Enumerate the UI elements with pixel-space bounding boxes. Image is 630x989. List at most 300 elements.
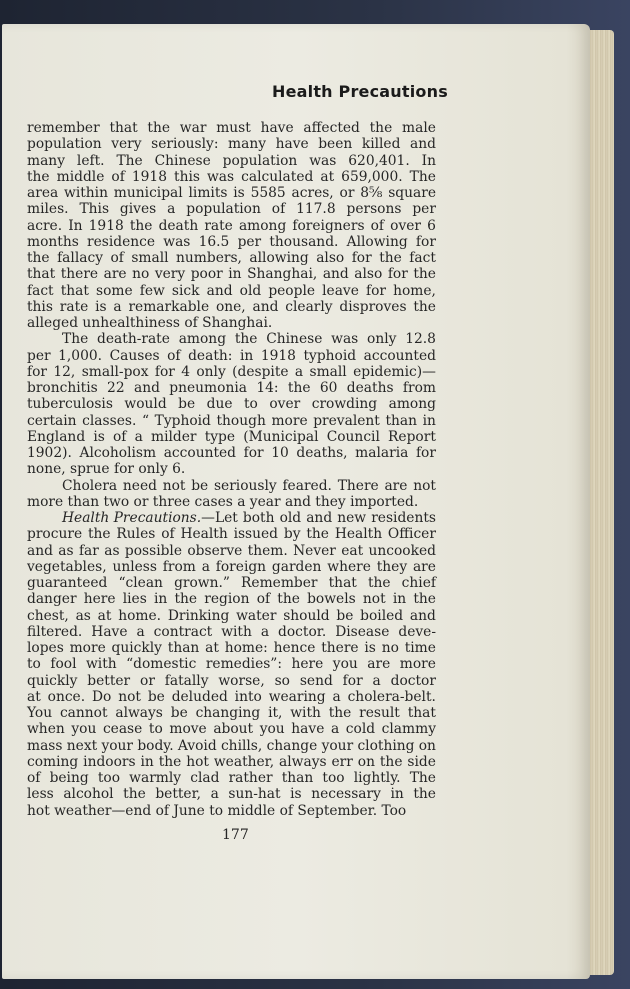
word: that <box>109 120 138 136</box>
line-text: alleged unhealthiness of Shanghai. <box>27 315 273 331</box>
word: hence <box>273 640 316 656</box>
word: and <box>27 542 53 559</box>
word: by <box>283 526 301 543</box>
word: feared. <box>282 477 332 494</box>
word: not <box>413 477 436 494</box>
word: clearly <box>285 298 333 315</box>
word: the <box>174 591 198 608</box>
word: affected <box>303 120 360 136</box>
text-line <box>27 624 436 640</box>
word: (Municipal <box>243 428 319 445</box>
word: err <box>331 753 353 770</box>
word: too <box>322 770 345 786</box>
word: bronchitis <box>27 380 98 396</box>
word: chills, <box>220 737 263 754</box>
word: boiled <box>360 607 404 624</box>
word: In <box>421 152 436 169</box>
word: and <box>206 282 233 299</box>
text-line <box>27 315 436 331</box>
word: too <box>97 770 121 786</box>
word: of <box>370 217 385 234</box>
word: war <box>179 120 207 136</box>
word: have <box>260 120 294 136</box>
word: was <box>163 233 191 250</box>
word: 4 <box>181 363 190 380</box>
word: Alcoholism <box>79 445 157 461</box>
word: cannot <box>59 705 108 721</box>
word: cease <box>102 721 143 738</box>
word: Cholera <box>62 477 118 494</box>
word: of <box>111 168 125 185</box>
word: worse, <box>218 672 265 689</box>
text-line <box>27 705 436 721</box>
word: with <box>290 705 321 721</box>
word: be <box>170 705 188 721</box>
word: from <box>162 558 196 575</box>
word: change <box>266 737 318 754</box>
word: disproves <box>339 298 407 315</box>
word: a <box>260 623 270 640</box>
word: there <box>60 266 99 283</box>
word: is <box>95 298 107 315</box>
text-line <box>27 608 436 624</box>
word: far <box>78 542 99 559</box>
word: are <box>367 656 391 673</box>
word: 1902). <box>27 445 72 461</box>
word: per <box>412 201 436 218</box>
word: on <box>418 737 436 754</box>
word: rate <box>59 298 89 315</box>
text-line <box>27 575 436 591</box>
word: the <box>379 250 402 266</box>
word: epidemic)— <box>353 363 436 380</box>
word: when <box>27 721 65 738</box>
word: the <box>27 168 50 185</box>
word: and <box>252 298 279 315</box>
word: quickly <box>27 672 78 689</box>
word: no <box>381 640 399 656</box>
word: male <box>402 120 436 136</box>
word: fool <box>50 656 77 673</box>
word: also <box>354 266 383 283</box>
word: very <box>154 266 186 283</box>
word: 1918 <box>131 168 167 185</box>
word: per <box>27 347 51 364</box>
word: necessary <box>311 786 381 803</box>
word: in <box>228 266 242 283</box>
word: in <box>239 347 254 364</box>
text-line <box>27 331 436 347</box>
word: this <box>174 168 200 185</box>
word: Officer <box>387 526 436 543</box>
word: acre. <box>27 217 63 234</box>
word: deluded <box>171 688 228 705</box>
text-line <box>27 754 436 770</box>
word: weather, <box>213 753 275 770</box>
word: be <box>191 477 209 494</box>
line-text: more than two or three cases a year and they imported. <box>27 493 419 510</box>
line-text: hot weather—end of June to middle of September. Too <box>27 802 407 819</box>
text-line <box>27 689 436 705</box>
word: acres, <box>291 185 334 201</box>
word: months <box>27 233 79 250</box>
text-line <box>27 136 436 152</box>
word: region <box>204 591 250 608</box>
word: are <box>412 558 436 575</box>
word: not <box>362 591 386 608</box>
word: the <box>367 575 391 591</box>
word: over <box>390 217 422 234</box>
word: as <box>104 542 120 559</box>
word: new <box>337 510 367 526</box>
word: time <box>404 640 436 656</box>
word: lies <box>122 591 147 608</box>
word: body. <box>137 737 174 754</box>
word: clad <box>190 770 220 786</box>
word: for <box>243 445 264 461</box>
word: of <box>161 526 175 543</box>
word: among <box>238 217 287 234</box>
word: rate <box>204 217 233 234</box>
word: foreign <box>215 558 267 575</box>
word: than <box>167 640 200 656</box>
word: the <box>306 526 329 543</box>
word: allowing <box>249 250 309 266</box>
word: sun-hat <box>228 786 281 803</box>
word: less <box>27 786 54 803</box>
word: leave <box>322 282 359 299</box>
word: per <box>237 233 262 250</box>
word: in <box>390 786 404 803</box>
word: have <box>291 721 325 738</box>
word: “clean <box>118 575 163 591</box>
word: 16.5 <box>198 233 230 250</box>
word: move <box>169 721 207 738</box>
word: Avoid <box>177 737 217 754</box>
word: are <box>103 266 127 283</box>
word: few <box>139 282 165 299</box>
text-line <box>27 348 436 364</box>
word: classes. <box>82 412 137 429</box>
word: have <box>275 136 309 153</box>
text-line <box>27 169 436 185</box>
word: death: <box>188 347 233 364</box>
text-line <box>27 120 436 136</box>
word: home. <box>118 607 162 624</box>
text-line <box>27 364 436 380</box>
word: population <box>186 201 261 218</box>
word: milder <box>151 428 197 445</box>
word: once. <box>47 688 86 705</box>
word: and <box>409 136 436 153</box>
word: a <box>113 298 122 315</box>
word: deaths <box>346 380 394 396</box>
word: fatally <box>164 672 209 689</box>
word: of <box>113 428 127 445</box>
word: in <box>422 412 436 429</box>
word: home, <box>393 282 436 299</box>
word: Disease <box>335 623 390 640</box>
word: small-pox <box>81 363 149 380</box>
word: The <box>409 770 436 786</box>
word: In <box>68 217 83 234</box>
word: Do <box>91 688 112 705</box>
text-line <box>27 640 436 656</box>
word: from <box>402 380 436 396</box>
word: among <box>388 396 436 413</box>
word: a <box>136 623 145 640</box>
word: is <box>290 786 302 803</box>
word: garden <box>271 558 322 575</box>
word: filtered. <box>27 623 83 640</box>
word: The <box>409 168 436 185</box>
word: here <box>291 656 324 673</box>
word: must <box>216 120 251 136</box>
word: Never <box>293 542 336 559</box>
word: pneumonia <box>169 380 247 396</box>
word: cold <box>345 721 376 738</box>
word: in <box>140 753 154 770</box>
word: seriously <box>213 477 277 494</box>
word: Allowing <box>346 233 408 250</box>
running-header: Health Precautions <box>272 82 448 101</box>
text-line <box>27 510 436 526</box>
text-line <box>27 250 436 266</box>
word: at <box>97 607 112 624</box>
word: home: <box>224 640 268 656</box>
word: was <box>331 331 359 348</box>
text-line <box>27 185 436 201</box>
word: indoors <box>83 753 136 770</box>
section-heading: Health Precautions. <box>62 510 202 526</box>
word: remedies”: <box>205 656 283 673</box>
word: send <box>299 672 333 689</box>
word: a <box>210 786 219 803</box>
word: thousand. <box>269 233 339 250</box>
word: for <box>342 672 363 689</box>
text-line <box>27 656 436 672</box>
word: at <box>320 168 335 185</box>
word: this <box>27 298 53 315</box>
word: middle <box>56 168 105 185</box>
word: your <box>101 737 134 754</box>
text-line <box>27 218 436 234</box>
word: many <box>27 152 65 169</box>
word: for <box>415 233 436 250</box>
word: vegetables, <box>27 558 107 575</box>
word: for <box>351 250 372 266</box>
word: at <box>205 640 219 656</box>
word: 1,000. <box>58 347 103 364</box>
word: Council <box>326 428 380 445</box>
word: danger <box>27 591 77 608</box>
word: area <box>27 185 59 201</box>
word: warmly <box>129 770 182 786</box>
word: Causes <box>109 347 160 364</box>
word: Health <box>180 526 228 543</box>
word: in <box>154 591 168 608</box>
word: with <box>85 656 117 673</box>
word: mass <box>27 737 63 754</box>
word: the <box>234 331 258 348</box>
word: accounted <box>363 347 436 364</box>
word: the <box>27 250 50 266</box>
word: limits <box>188 185 228 201</box>
word: that <box>328 575 357 591</box>
word: been <box>318 136 353 153</box>
word: (despite <box>232 363 289 380</box>
word: the <box>328 705 352 721</box>
word: of <box>271 201 286 218</box>
word: quickly <box>111 640 162 656</box>
text-line <box>27 266 436 282</box>
word: is <box>364 640 376 656</box>
word: as <box>75 607 91 624</box>
word: prevalent <box>313 412 380 429</box>
word: be <box>147 688 165 705</box>
word: very <box>111 136 142 153</box>
word: only <box>367 331 397 348</box>
word: always <box>115 705 163 721</box>
word: the <box>277 591 300 608</box>
word: should <box>283 607 330 624</box>
word: the <box>123 786 146 803</box>
word: many <box>228 136 267 153</box>
line-text: none, sprue for only 6. <box>27 461 186 478</box>
word: population <box>222 152 298 169</box>
word: for <box>365 282 386 299</box>
word: bowels <box>307 591 356 608</box>
word: square <box>388 185 436 201</box>
word: crowding <box>311 396 378 413</box>
word: and <box>306 510 333 526</box>
word: numbers, <box>176 250 242 266</box>
word: the <box>147 120 171 136</box>
word: Chinese <box>266 331 323 348</box>
word: calculated <box>241 168 314 185</box>
word: seriously: <box>151 136 219 153</box>
word: you <box>71 721 97 738</box>
word: 10 <box>271 445 289 461</box>
word: possible <box>124 542 183 559</box>
word: for <box>387 266 408 283</box>
word: doctor. <box>278 623 327 640</box>
word: a <box>201 558 210 575</box>
word: fact <box>27 282 54 299</box>
word: grown.” <box>174 575 230 591</box>
word: certain <box>27 412 77 429</box>
page-edges <box>586 30 614 975</box>
word: changing <box>195 705 261 721</box>
text-line <box>27 299 436 315</box>
word: miles. <box>27 201 69 218</box>
text-line <box>27 396 436 412</box>
word: result <box>359 705 400 721</box>
word: 60 <box>319 380 338 396</box>
text-line <box>27 445 436 461</box>
word: 659,000. <box>341 168 403 185</box>
word: Shanghai, <box>247 266 318 283</box>
word: malaria <box>355 445 409 461</box>
word: 12, <box>53 363 76 380</box>
word: The <box>116 152 143 169</box>
word: fact <box>409 250 436 266</box>
word: than <box>385 412 417 429</box>
word: due <box>206 396 233 413</box>
word: the <box>158 753 182 770</box>
word: 6 <box>427 217 436 234</box>
word: clammy <box>381 721 436 738</box>
text-line <box>27 673 436 689</box>
text-line <box>27 803 436 819</box>
text-line <box>27 591 436 607</box>
word: are <box>384 477 408 494</box>
word: small <box>131 250 169 266</box>
word: always <box>279 753 327 770</box>
word: Have <box>91 623 128 640</box>
word: poor <box>190 266 223 283</box>
word: at <box>27 688 41 705</box>
word: deve- <box>398 623 436 640</box>
word: 1918 <box>88 217 124 234</box>
word: Drinking <box>167 607 230 624</box>
text-line <box>27 478 436 494</box>
text-line <box>27 494 436 510</box>
word: the <box>413 786 436 803</box>
word: contract <box>153 623 213 640</box>
word: that <box>27 266 56 283</box>
word: procure <box>27 526 83 543</box>
text-line <box>27 559 436 575</box>
word: is <box>93 428 105 445</box>
word: as <box>58 542 74 559</box>
word: was <box>207 168 235 185</box>
word: killed <box>361 136 401 153</box>
word: than <box>281 770 314 786</box>
word: municipal <box>113 185 183 201</box>
text-line <box>27 738 436 754</box>
word: the <box>413 266 436 283</box>
word: was <box>309 152 337 169</box>
word: the <box>413 591 436 608</box>
word: to <box>27 656 41 673</box>
word: or <box>140 672 155 689</box>
word: This <box>79 201 110 218</box>
word: remarkable <box>128 298 210 315</box>
word: left. <box>76 152 105 169</box>
word: lopes <box>27 640 64 656</box>
word: for <box>154 363 175 380</box>
word: no <box>132 266 150 283</box>
word: though <box>216 412 266 429</box>
word: a <box>167 201 176 218</box>
word: type <box>204 428 236 445</box>
word: eat <box>341 542 364 559</box>
word: 8⅝ <box>360 185 383 201</box>
word: old <box>279 510 302 526</box>
word: is <box>233 185 245 201</box>
text-line <box>27 461 436 477</box>
word: where <box>327 558 371 575</box>
word: Chinese <box>154 152 211 169</box>
text-line <box>27 234 436 250</box>
text-line <box>27 380 436 396</box>
word: here <box>83 591 116 608</box>
word: small <box>309 363 347 380</box>
word: Health <box>334 526 383 543</box>
word: guaranteed <box>27 575 108 591</box>
word: water <box>236 607 277 624</box>
